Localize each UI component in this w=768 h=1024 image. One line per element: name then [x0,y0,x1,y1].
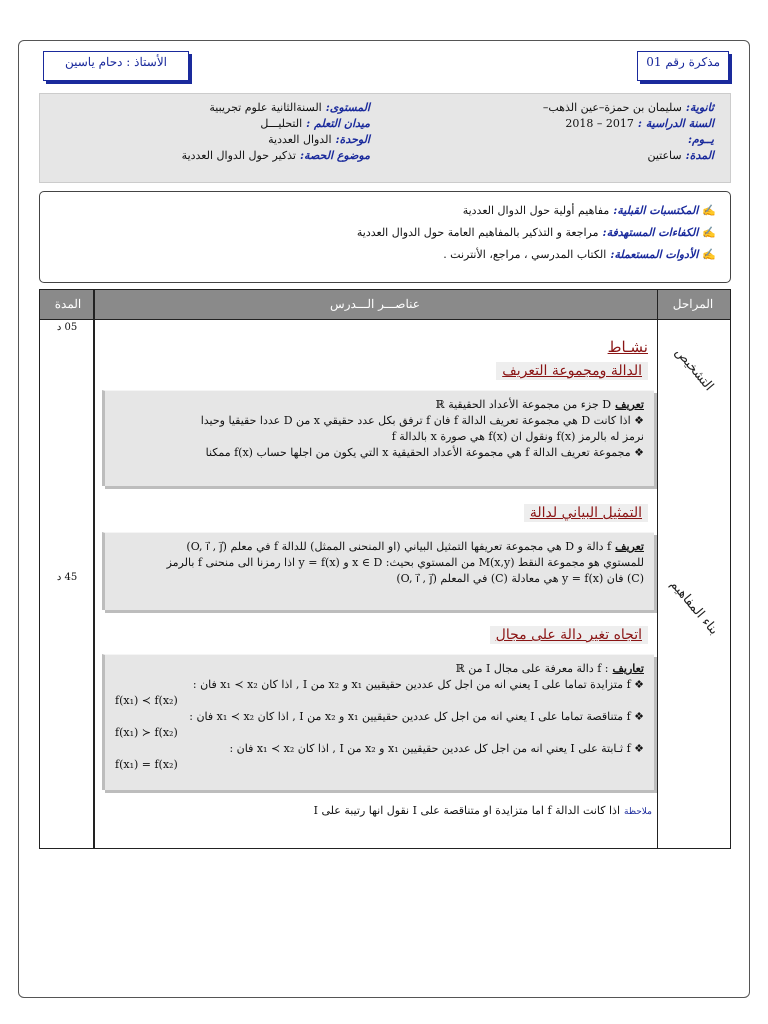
pen-icon: ✍ [702,226,716,239]
info-school: ثانوية:سليمان بن حمزة–عين الذهب– [542,101,714,114]
info-panel [39,93,731,183]
lesson-table [39,289,731,849]
duration-concepts: 45 د [56,572,78,583]
definition-keyword: تعاريف [612,662,644,675]
note-keyword: ملاحظة [624,807,652,817]
column-divider [93,290,95,848]
definition-keyword: تعريف [615,540,644,553]
duration-diagnosis: 05 د [56,322,78,333]
header-content: عناصـــر الـــدرس [330,297,420,311]
prereq-target-skills: ✍الكفاءات المستهدفة:مراجعة و التذكير بالمفاهيم العامة حول الدوال العددية [356,226,716,239]
teacher-badge: الأستاذ : دحام ياسين [43,51,189,81]
info-domain: ميدان التعلم :التحليـــل [260,117,370,130]
section-title-graph: التمثيل البياني لدالة [524,504,648,522]
info-topic: موضوع الحصة:تذكير حول الدوال العددية [181,149,370,162]
info-level: المستوى:السنةالثانية علوم تجريبية [209,101,370,114]
lesson-page [18,40,750,998]
info-day: يــوم: [687,133,714,146]
header-duration: المدة [54,297,82,311]
prerequisites-panel [39,191,731,283]
header-stages: المراحل [672,297,714,311]
definition-box-domain: تعريفD جزء من مجموعة الأعداد الحقيقية ℝ ❖ اذا كانت D هي مجموعة تعريف الدالة f فان f ترفق بكل عدد حقيقي x من D عددا حقيقيا وحيدا نرمز له بالرمز f(x) ونقول ان f(x) هي صورة x بالدالة f ❖ مجموعة تعريف الدالة f هي مجموعة الأعداد الحقيقية x التي يكون من اجلها حساب f(x) ممكنا [102,390,654,486]
info-school-column [384,100,714,164]
stage-diagnosis: التشخيص [671,345,717,394]
info-year: السنة الدراسية :2017 – 2018 [565,117,714,130]
activity-title: نشـاط [607,338,648,356]
info-unit: الوحدة:الدوال العددية [268,133,370,146]
pen-icon: ✍ [702,204,716,217]
info-duration: المدة:ساعتين [647,149,714,162]
memo-number-badge: مذكرة رقم 01 [637,51,729,81]
prereq-prior-knowledge: ✍المكتسبات القبلية:مفاهيم أولية حول الدوال العددية [462,204,716,217]
table-header [40,290,730,320]
definition-box-variation: تعاريف: f دالة معرفة على مجال I من ℝ ❖ f متزايدة تماما على I يعني انه من اجل كل عددين حقيقيين x₁ و x₂ من I , اذا كان x₁ ≺ x₂ فان : f(x₁) ≺ f(x₂) ❖ f متناقصة تماما على I يعني انه من اجل كل عددين حقيقيين x₁ و x₂ من I , اذا كان x₁ ≺ x₂ فان : f(x₁) ≻ f(x₂) ❖ f ثـابتة على I يعني انه من اجل كل عددين حقيقيين x₁ و x₂ من I , اذا كان x₁ ≺ x₂ فان : f(x₁) = f(x₂) [102,654,654,790]
info-course-column [40,100,370,164]
pen-icon: ✍ [702,248,716,261]
note-monotonic: ملاحظةاذا كانت الدالة f اما متزايدة او متناقصة على I نقول انها رتيبة على I [313,804,652,817]
section-title-variation: اتجاه تغير دالة على مجال [490,626,648,644]
stage-concepts: بناء المفاهيم [666,577,722,638]
section-title-domain: الدالة ومجموعة التعريف [496,362,648,380]
prereq-tools: ✍الأدوات المستعملة:الكتاب المدرسي ، مراجع، الأنترنت . [443,248,716,261]
column-divider [657,290,659,848]
definition-keyword: تعريف [615,398,644,411]
definition-box-graph: تعريفf دالة و D هي مجموعة تعريفها التمثيل البياني (او المنحنى الممثل) للدالة f في معلم (O, i⃗ , j⃗) للمستوي هو مجموعة النقط M(x,y) من المستوي بحيث: x ∈ D و y = f(x) اذا رمزنا الى منحنى f بالرمز (C) فان y = f(x) هي معادلة (C) في المعلم (O, i⃗ , j⃗) [102,532,654,610]
